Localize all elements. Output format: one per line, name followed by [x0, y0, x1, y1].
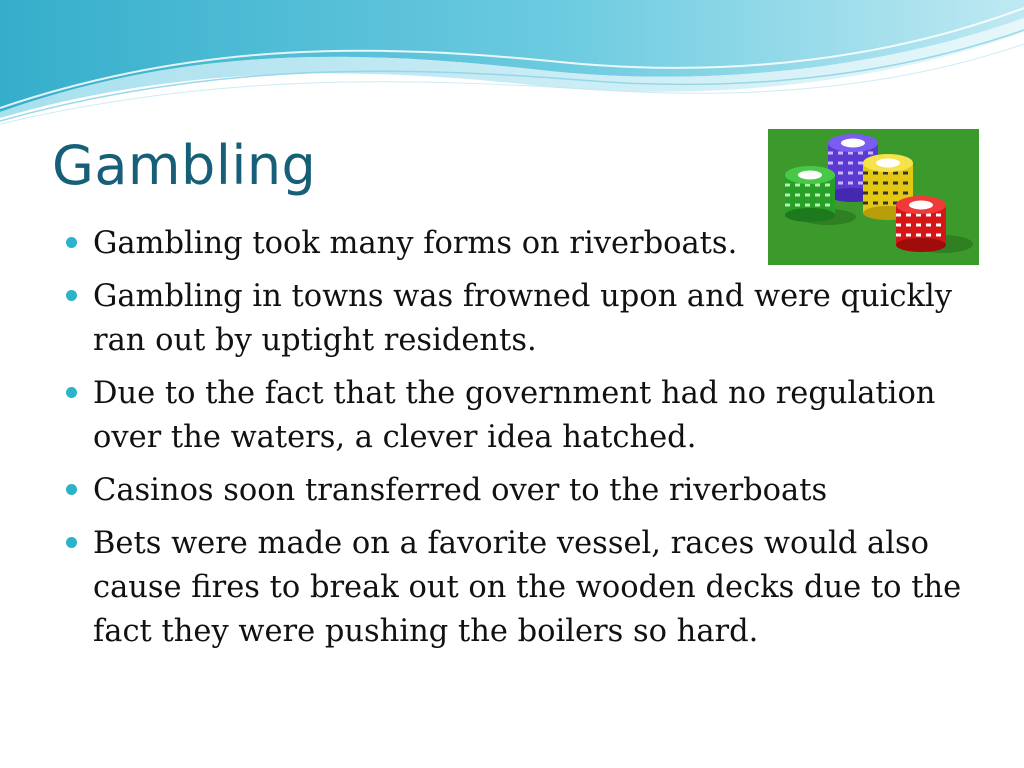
bullet-text: Bets were made on a favorite vessel, races would also cause fires to break out on the wooden decks due to the fact they were pushing the boilers so hard.	[93, 526, 962, 649]
bullet-text: Gambling took many forms on riverboats.	[93, 226, 738, 261]
bullet-dot-icon	[66, 387, 77, 398]
slide-title: Gambling	[52, 134, 317, 197]
bullet-dot-icon	[66, 237, 77, 248]
bullet-dot-icon	[66, 537, 77, 548]
bullet-text: Gambling in towns was frowned upon and were quickly ran out by uptight residents.	[93, 279, 952, 358]
bullet-text: Due to the fact that the government had no regulation over the waters, a clever idea hatched.	[93, 376, 936, 455]
bullet-dot-icon	[66, 484, 77, 495]
bullet-dot-icon	[66, 290, 77, 301]
bullet-text: Casinos soon transferred over to the riverboats	[93, 473, 828, 508]
bullet-item	[64, 469, 964, 513]
bullet-item	[64, 372, 964, 460]
bullet-item	[64, 275, 964, 363]
bullet-item	[64, 522, 964, 654]
bullet-list	[64, 222, 964, 663]
header-wave-decoration	[0, 0, 1024, 125]
bullet-item	[64, 222, 964, 266]
